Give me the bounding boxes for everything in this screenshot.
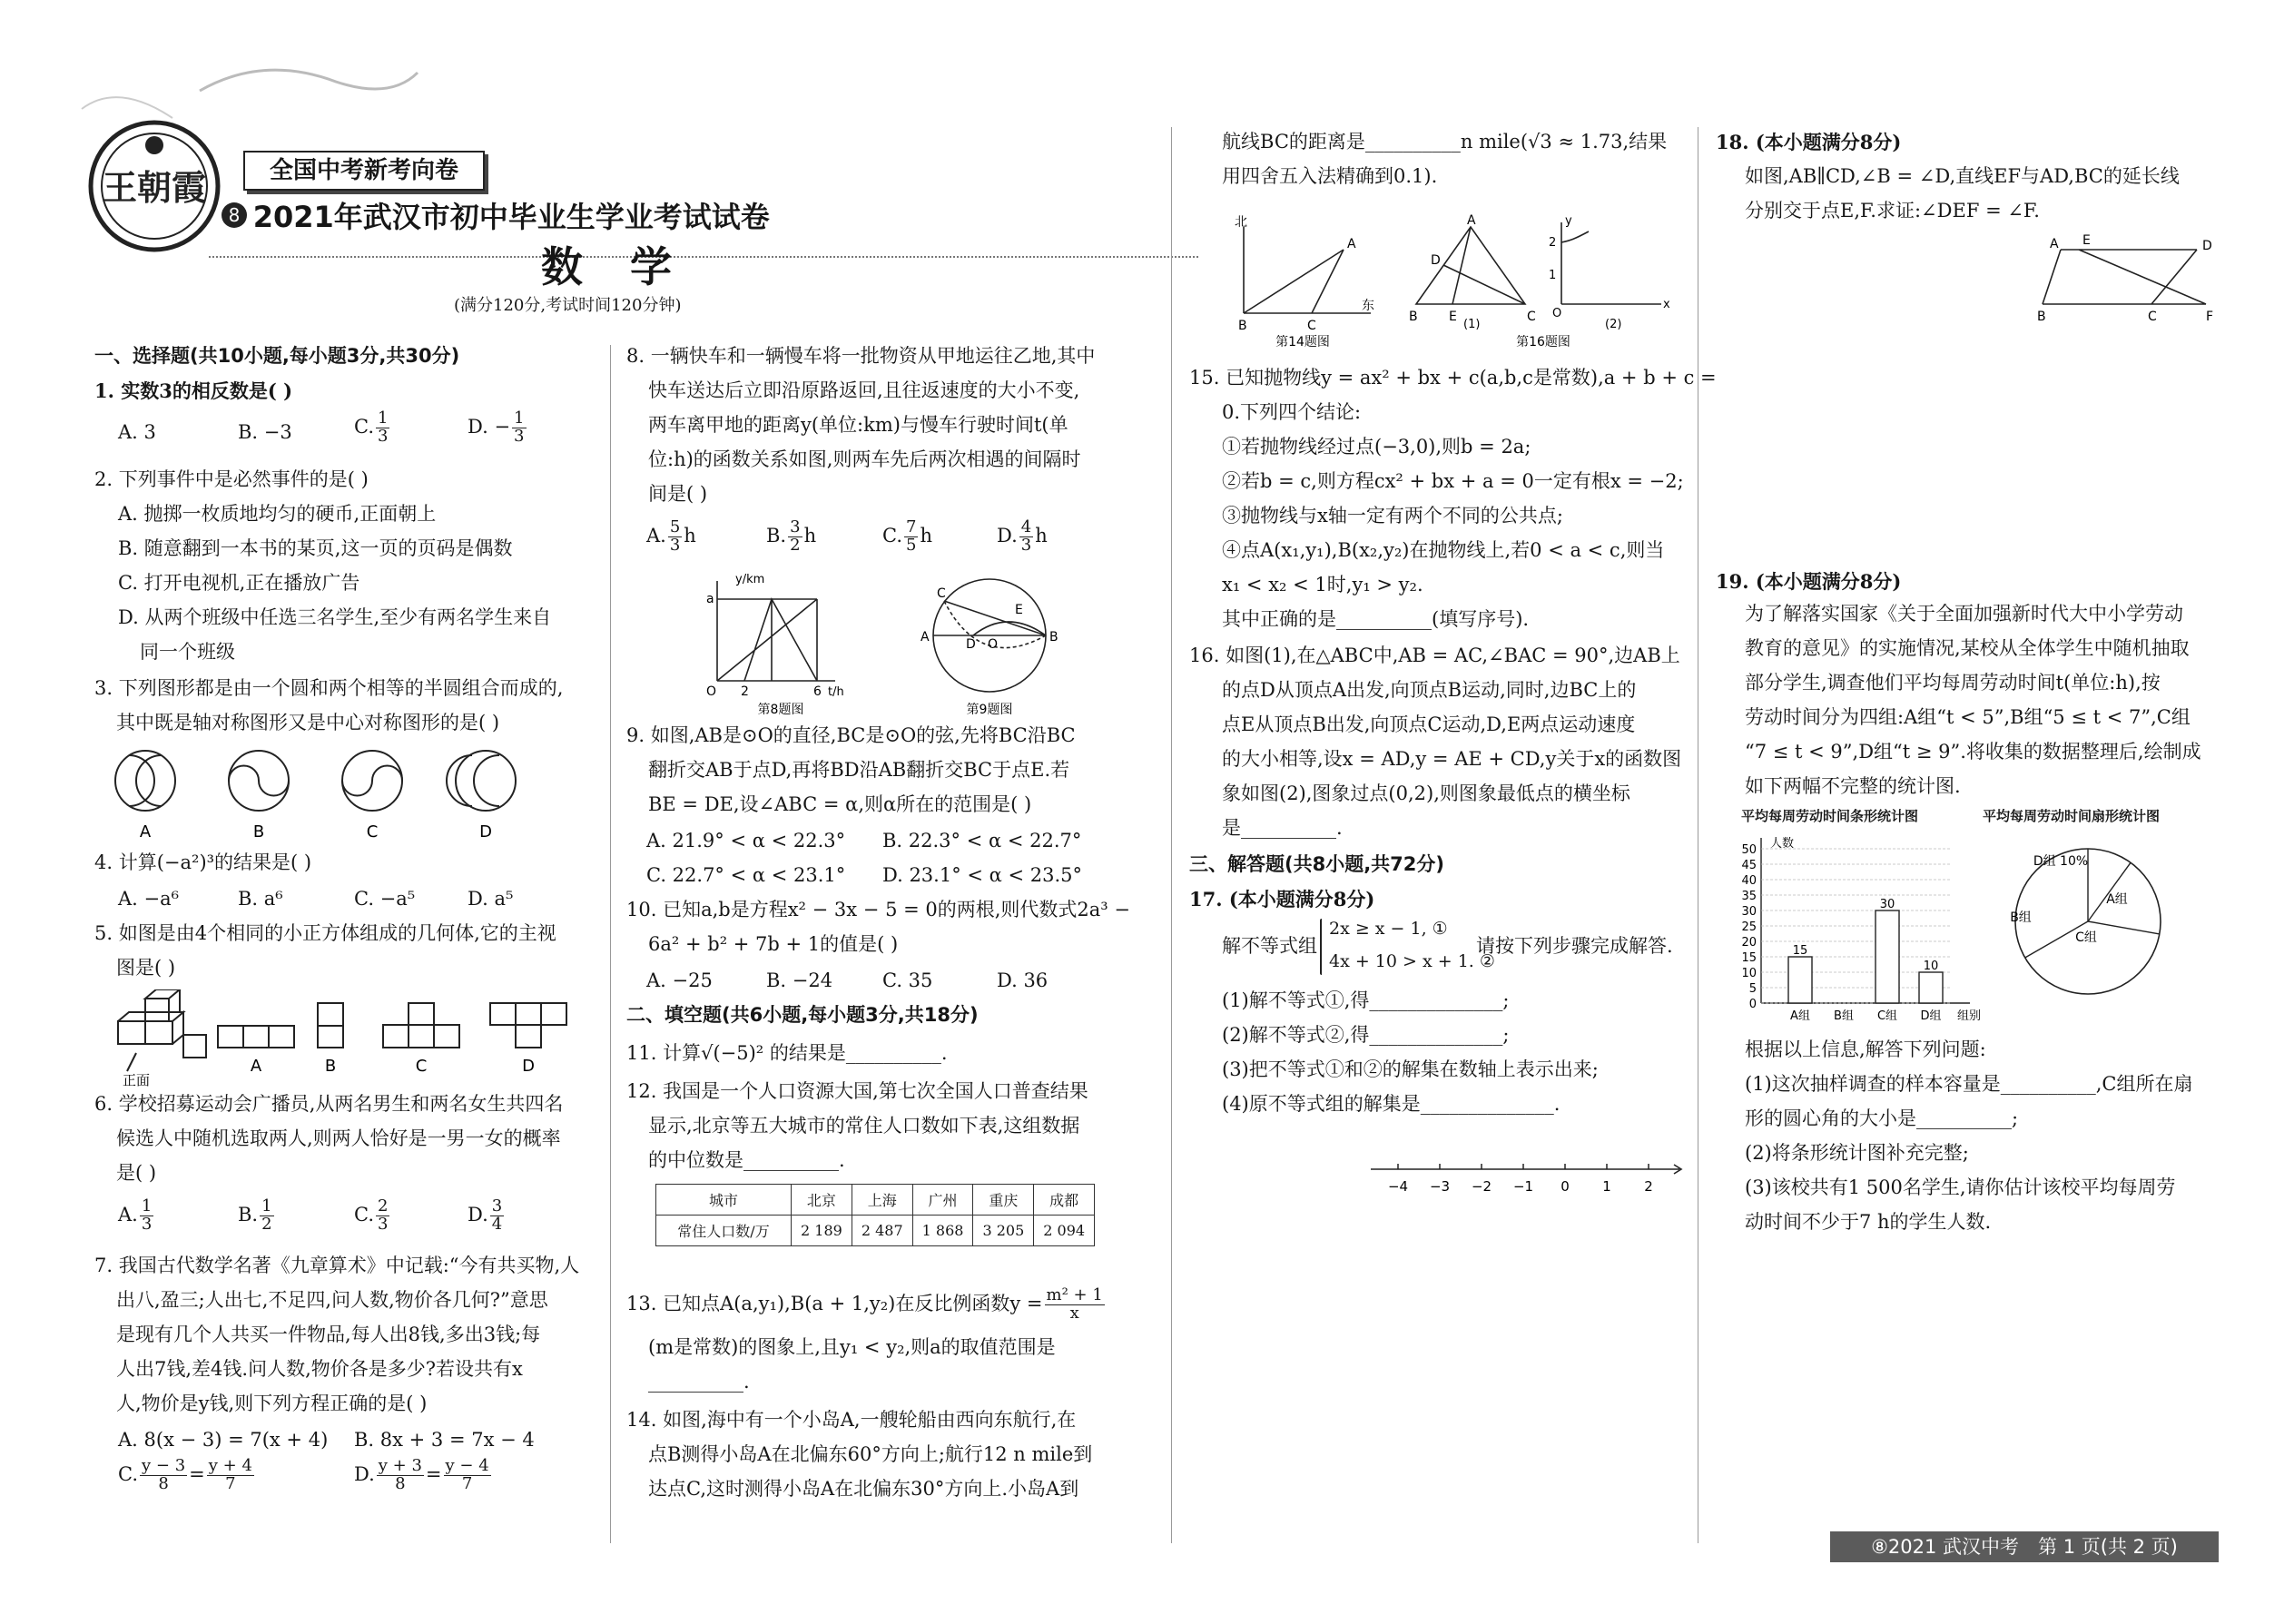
q4-b: B. a⁶ <box>238 888 283 910</box>
table-cell: 重庆 <box>973 1185 1034 1216</box>
q5-label-d: D <box>522 1057 535 1076</box>
fig16-d: D <box>1431 253 1441 268</box>
q12-line1: 12. 我国是一个人口资源大国,第七次全国人口普查结果 <box>626 1080 1088 1102</box>
q10-b: B. −24 <box>766 969 833 991</box>
q3-label-d: D <box>479 822 492 842</box>
q18-c: C <box>2148 310 2157 322</box>
table-cell: 成都 <box>1034 1185 1095 1216</box>
fig16-sub1: (1) <box>1463 318 1481 331</box>
bar-tick-label: 20 <box>1741 936 1757 950</box>
bar-ylabel: 人数 <box>1770 837 1795 851</box>
table-cell: 城市 <box>656 1185 792 1216</box>
bar-data-label: 10 <box>1923 960 1939 973</box>
fig8-ylabel: y/km <box>735 573 765 586</box>
bar-chart-title: 平均每周劳动时间条形统计图 <box>1741 808 1919 824</box>
q5-label-b: B <box>324 1057 337 1076</box>
fig16-diagram <box>1398 213 1679 349</box>
fig16-a: A <box>1467 213 1476 228</box>
number-line-label: −3 <box>1429 1178 1451 1195</box>
q17-intro: 解不等式组 <box>1222 935 1317 957</box>
fig9-caption: 第9题图 <box>966 703 1013 717</box>
q8-line1: 8. 一辆快车和一辆慢车将一批物资从甲地运往乙地,其中 <box>626 345 1096 367</box>
table-row <box>656 1216 1095 1246</box>
bar-data-label: 30 <box>1879 898 1895 911</box>
q16-line3: 点E从顶点B出发,向顶点C运动,D,E两点运动速度 <box>1222 714 1636 735</box>
q4-a: A. −a⁶ <box>118 888 180 910</box>
q12-population-table <box>655 1184 1095 1246</box>
pie-slice-label: B组 <box>2010 910 2032 925</box>
pie-chart-title: 平均每周劳动时间扇形统计图 <box>1983 808 2161 824</box>
fig16-caption: 第16题图 <box>1516 335 1570 349</box>
q7-line5: 人,物价是y钱,则下列方程正确的是( ) <box>116 1393 428 1414</box>
table-cell: 2 487 <box>852 1216 912 1246</box>
number-line-label: −1 <box>1512 1178 1534 1195</box>
q18-figure <box>2024 231 2224 322</box>
q19-ask: 根据以上信息,解答下列问题: <box>1745 1038 1986 1060</box>
fig14-caption: 第14题图 <box>1275 335 1330 349</box>
paper-number: 8 <box>222 202 247 228</box>
q17-intro-end: 请按下列步骤完成解答. <box>1476 935 1673 957</box>
q17-step4: (4)原不等式组的解集是______________. <box>1222 1093 1561 1115</box>
q1-a: A. 3 <box>118 421 156 443</box>
fig9-d: D <box>966 637 976 652</box>
q8-d: D. $\frac{4}{3}$ h <box>997 517 1048 555</box>
q2-a: A. 抛掷一枚质地均匀的硬币,正面朝上 <box>118 503 437 525</box>
fig16-e: E <box>1449 310 1457 324</box>
fig9-o: O <box>988 637 999 652</box>
table-cell: 上海 <box>852 1185 912 1216</box>
q16-line1: 16. 如图(1),在△ABC中,AB = AC,∠BAC = 90°,边AB上 <box>1189 645 1680 666</box>
bar-tick-label: 15 <box>1741 951 1757 965</box>
table-header-row <box>656 1185 1095 1216</box>
fig14-diagram <box>1226 213 1380 349</box>
q9-b: B. 22.3° < α < 22.7° <box>882 830 1082 851</box>
q15-line7: x₁ < x₂ < 1时,y₁ > y₂. <box>1222 574 1423 595</box>
q17-step3: (3)把不等式①和②的解集在数轴上表示出来; <box>1222 1058 1599 1080</box>
q15-line4: ②若b = c,则方程cx² + bx + a = 0一定有根x = −2; <box>1222 470 1684 492</box>
bar-tick-label: 30 <box>1741 905 1757 919</box>
q9-a: A. 21.9° < α < 22.3° <box>646 830 846 851</box>
q9-line1: 9. 如图,AB是⊙O的直径,BC是⊙O的弦,先将BC沿BC <box>626 724 1076 746</box>
q15-line6: ④点A(x₁,y₁),B(x₂,y₂)在抛物线上,若0 < a < c,则当 <box>1222 539 1665 561</box>
q7-line2: 出八,盈三;人出七,不足四,问人数,物价各几何?”意思 <box>116 1289 548 1311</box>
pie-slice-label: C组 <box>2075 930 2097 945</box>
q3-label-b: B <box>252 822 265 842</box>
q17-title: 17. (本小题满分8分) <box>1189 888 1375 910</box>
fig16-y: y <box>1565 214 1572 228</box>
q16-line4: 的大小相等,设x = AD,y = AE + CD,y关于x的函数图 <box>1222 748 1682 770</box>
q19-line6: 如下两幅不完整的统计图. <box>1745 775 1961 797</box>
q8-line3: 两车离甲地的距离y(单位:km)与慢车行驶时间t(单 <box>648 414 1068 436</box>
q17-step2: (2)解不等式②,得______________; <box>1222 1024 1510 1046</box>
q18-a: A <box>2050 237 2059 251</box>
fig14-east: 东 <box>1362 299 1374 313</box>
q7-line1: 7. 我国古代数学名著《九章算术》中记载:“今有共买物,人 <box>94 1255 580 1276</box>
q19-line1: 为了解落实国家《关于全面加强新时代大中小学劳动 <box>1745 603 2183 625</box>
table-cell: 广州 <box>912 1185 973 1216</box>
q5-line2: 图是( ) <box>116 957 176 979</box>
number-line-label: 1 <box>1602 1178 1611 1195</box>
q6-line1: 6. 学校招募运动会广播员,从两名男生和两名女生共四名 <box>94 1093 564 1115</box>
q7-c: C. $\frac{y - 3}{8}$ = $\frac{y + 4}{7}$ <box>118 1456 252 1493</box>
q1-b: B. −3 <box>238 421 292 443</box>
q7-b: B. 8x + 3 = 7x − 4 <box>354 1429 535 1451</box>
q1-d: D. − $\frac{1}{3}$ <box>468 408 525 446</box>
q18-f: F <box>2206 310 2214 322</box>
exam-title: 2021年武汉市初中毕业生学业考试试卷 <box>252 200 770 234</box>
q3-figures <box>109 744 527 844</box>
q18-line1: 如图,AB∥CD,∠B = ∠D,直线EF与AD,BC的延长线 <box>1745 165 2180 187</box>
q10-line2: 6a² + b² + 7b + 1的值是( ) <box>648 933 899 955</box>
bar-chart <box>1725 831 1997 1030</box>
fig8-caption: 第8题图 <box>757 703 804 717</box>
fig9-circle <box>908 572 1071 717</box>
number-line-label: 2 <box>1644 1178 1653 1195</box>
q19-line5: “7 ≤ t < 9”,D组“t ≥ 9”.将收集的数据整理后,绘制成 <box>1745 741 2201 763</box>
fig16-b: B <box>1409 310 1418 324</box>
number-line-label: −4 <box>1387 1178 1409 1195</box>
table-cell: 2 094 <box>1034 1216 1095 1246</box>
header-rule <box>209 256 1198 258</box>
q9-line3: BE = DE,设∠ABC = α,则α所在的范围是( ) <box>648 793 1032 815</box>
q19-part3: (3)该校共有1 500名学生,请你估计该校平均每周劳 <box>1745 1176 2176 1198</box>
table-cell: 常住人口数/万 <box>656 1216 792 1246</box>
bar-data-label: 15 <box>1792 944 1808 958</box>
q6-c: C. $\frac{2}{3}$ <box>354 1196 389 1234</box>
q18-title: 18. (本小题满分8分) <box>1716 131 1902 153</box>
page-footer: ⑧2021 武汉中考 第 1 页(共 2 页) <box>1830 1531 2219 1562</box>
section-fill: 二、填空题(共6小题,每小题3分,共18分) <box>626 1004 979 1026</box>
pie-chart <box>1997 831 2224 1012</box>
fig16-x: x <box>1663 298 1670 311</box>
bar-tick-label: 35 <box>1741 890 1757 903</box>
q14-line1: 14. 如图,海中有一个小岛A,一艘轮船由西向东航行,在 <box>626 1409 1077 1431</box>
q2-d: D. 从两个班级中任选三名学生,至少有两名学生来自 <box>118 606 552 628</box>
q15-line5: ③抛物线与x轴一定有两个不同的公共点; <box>1222 505 1563 527</box>
q8-line4: 位:h)的函数关系如图,则两车先后两次相遇的间隔时 <box>648 448 1081 470</box>
q6-a: A. $\frac{1}{3}$ <box>118 1196 153 1234</box>
q8-line2: 快车送达后立即沿原路返回,且往返速度的大小不变, <box>648 379 1080 401</box>
fig14-b: B <box>1238 319 1247 333</box>
q12-line3: 的中位数是__________. <box>648 1149 845 1171</box>
q14-line4: 航线BC的距离是__________n mile(√3 ≈ 1.73,结果 <box>1222 131 1668 153</box>
q15-line8: 其中正确的是__________(填写序号). <box>1222 608 1530 630</box>
q4-stem: 4. 计算(−a²)³的结果是( ) <box>94 851 312 873</box>
q17-brace <box>1320 919 1322 975</box>
q15-line2: 0.下列四个结论: <box>1222 401 1362 423</box>
q7-a: A. 8(x − 3) = 7(x + 4) <box>118 1429 329 1451</box>
q3-label-a: A <box>139 822 152 842</box>
q13-line3: __________. <box>648 1371 750 1393</box>
q6-d: D. $\frac{3}{4}$ <box>468 1196 503 1234</box>
q9-line2: 翻折交AB于点D,再将BD沿AB翻折交BC于点E.若 <box>648 759 1070 781</box>
brand-logo-text: 王朝霞 <box>102 168 207 208</box>
q14-line2: 点B测得小岛A在北偏东60°方向上;航行12 n mile到 <box>648 1443 1093 1465</box>
q10-d: D. 36 <box>997 969 1049 991</box>
section-answer: 三、解答题(共8小题,共72分) <box>1189 853 1445 875</box>
table-cell: 北京 <box>792 1185 852 1216</box>
q18-b: B <box>2037 310 2046 322</box>
q8-c: C. $\frac{7}{5}$ h <box>882 517 932 555</box>
pie-slice-label: A组 <box>2106 892 2128 907</box>
bar-tick-label: 0 <box>1748 998 1757 1011</box>
fig8-t2: 2 <box>741 684 749 699</box>
fig9-c: C <box>937 586 946 601</box>
table-cell: 2 189 <box>792 1216 852 1246</box>
q19-title: 19. (本小题满分8分) <box>1716 570 1902 593</box>
q2-b: B. 随意翻到一本书的某页,这一页的页码是偶数 <box>118 537 513 559</box>
q19-line2: 教育的意见》的实施情况,某校从全体学生中随机抽取 <box>1745 637 2190 659</box>
q19-part3-cont: 动时间不少于7 h的学生人数. <box>1745 1211 1992 1233</box>
q16-line6: 是__________. <box>1222 817 1343 839</box>
series-badge: 全国中考新考向卷 <box>243 151 485 191</box>
fig16-t2: 2 <box>1549 236 1557 250</box>
fig16-t1: 1 <box>1549 269 1557 282</box>
q7-line4: 人出7钱,差4钱.问人数,物价各是多少?若设共有x <box>116 1358 523 1380</box>
q14-line3: 达点C,这时测得小岛A在北偏东30°方向上.小岛A到 <box>648 1478 1079 1500</box>
q1-c: C. $\frac{1}{3}$ <box>354 408 389 446</box>
fig8-graph <box>699 572 862 717</box>
q2-d-cont: 同一个班级 <box>140 641 235 663</box>
pie-slice-label: D组 10% <box>2033 854 2089 869</box>
q19-part2: (2)将条形统计图补充完整; <box>1745 1142 1969 1164</box>
bar-tick-label: 50 <box>1741 843 1757 857</box>
q2-c: C. 打开电视机,正在播放广告 <box>118 572 360 594</box>
q1-stem: 1. 实数3的相反数是( ) <box>94 379 293 402</box>
fig14-a: A <box>1347 237 1356 251</box>
table-cell: 3 205 <box>973 1216 1034 1246</box>
q13-line1: 13. 已知点A(a,y₁),B(a + 1,y₂)在反比例函数y = $\frac{\text{m² + 1}}{x}$ <box>626 1285 1103 1323</box>
fig16-sub2: (2) <box>1605 318 1622 331</box>
fig8-a: a <box>706 592 714 606</box>
q6-line2: 候选人中随机选取两人,则两人恰好是一男一女的概率 <box>116 1127 561 1149</box>
exam-note: (满分120分,考试时间120分钟) <box>454 296 682 315</box>
table-cell: 1 868 <box>912 1216 973 1246</box>
bar-category-label: D组 <box>1920 1009 1942 1023</box>
q3-line1: 3. 下列图形都是由一个圆和两个相等的半圆组合而成的, <box>94 677 564 699</box>
bar-D组 <box>1919 972 1943 1003</box>
fig9-b: B <box>1049 630 1058 645</box>
q6-line3: 是( ) <box>116 1162 157 1184</box>
bar-C组 <box>1876 910 1899 1003</box>
fig16-o: O <box>1552 307 1562 320</box>
fig8-t6: 6 <box>813 684 822 699</box>
q16-line5: 象如图(2),图象过点(0,2),则图象最低点的横坐标 <box>1222 782 1630 804</box>
q17-step1: (1)解不等式①,得______________; <box>1222 989 1510 1011</box>
bar-tick-label: 5 <box>1748 982 1757 996</box>
q19-part1-cont: 形的圆心角的大小是__________; <box>1745 1107 2019 1129</box>
q6-b: B. $\frac{1}{2}$ <box>238 1196 272 1234</box>
q8-b: B. $\frac{3}{2}$ h <box>766 517 817 555</box>
bar-tick-label: 25 <box>1741 920 1757 934</box>
bar-category-label: C组 <box>1876 1009 1898 1023</box>
column-divider-1 <box>610 345 611 1543</box>
q4-d: D. a⁵ <box>468 888 514 910</box>
q11-text: 11. 计算√(−5)² 的结果是__________. <box>626 1042 948 1064</box>
fig16-c: C <box>1527 310 1536 324</box>
bar-category-label: B组 <box>1834 1009 1854 1023</box>
q19-line4: 劳动时间分为四组:A组“t < 5”,B组“5 ≤ t < 7”,C组 <box>1745 706 2191 728</box>
fig8-tl: t/h <box>828 685 844 699</box>
q5-label-c: C <box>415 1057 428 1076</box>
bar-category-label: A组 <box>1790 1009 1810 1023</box>
q8-line5: 间是( ) <box>648 483 708 505</box>
q15-line3: ①若抛物线经过点(−3,0),则b = 2a; <box>1222 436 1531 458</box>
q9-c: C. 22.7° < α < 23.1° <box>646 864 846 886</box>
bar-tick-label: 40 <box>1741 874 1757 888</box>
q3-line2: 其中既是轴对称图形又是中心对称图形的是( ) <box>116 712 500 733</box>
subject-title: 数 学 <box>541 242 689 291</box>
q19-part1: (1)这次抽样调查的样本容量是__________,C组所在扇 <box>1745 1073 2193 1095</box>
q9-d: D. 23.1° < α < 23.5° <box>882 864 1083 886</box>
q18-line2: 分别交于点E,F.求证:∠DEF = ∠F. <box>1745 200 2040 221</box>
fig14-north: 北 <box>1235 215 1247 230</box>
q10-c: C. 35 <box>882 969 933 991</box>
q14-line5: 用四舍五入法精确到0.1). <box>1222 165 1438 187</box>
q5-label-a: A <box>250 1057 262 1076</box>
bar-A组 <box>1788 957 1812 1003</box>
section-choice: 一、选择题(共10小题,每小题3分,共30分) <box>94 345 460 367</box>
q18-e: E <box>2082 233 2091 248</box>
q15-line1: 15. 已知抛物线y = ax² + bx + c(a,b,c是常数),a + b + c = <box>1189 367 1717 389</box>
q5-figures <box>109 989 581 1089</box>
number-line-label: −2 <box>1471 1178 1492 1195</box>
q5-front-label: 正面 <box>122 1072 151 1088</box>
q7-line3: 是现有几个人共买一件物品,每人出8钱,多出3钱;每 <box>116 1324 541 1345</box>
bar-tick-label: 10 <box>1741 967 1757 980</box>
q18-d: D <box>2202 239 2212 253</box>
bar-xlabel: 组别 <box>1957 1009 1982 1023</box>
fig14-c: C <box>1307 319 1316 333</box>
bar-tick-label: 45 <box>1741 859 1757 872</box>
column-divider-2 <box>1171 127 1172 1543</box>
q17-number-line <box>1362 1155 1689 1209</box>
fig9-e: E <box>1015 603 1023 617</box>
q5-line1: 5. 如图是由4个相同的小正方体组成的几何体,它的主视 <box>94 922 556 944</box>
fig8-o: O <box>706 684 717 699</box>
q10-a: A. −25 <box>646 969 713 991</box>
q12-line2: 显示,北京等五大城市的常住人口数如下表,这组数据 <box>648 1115 1080 1137</box>
q2-stem: 2. 下列事件中是必然事件的是( ) <box>94 468 369 490</box>
q19-line3: 部分学生,调查他们平均每周劳动时间t(单位:h),按 <box>1745 672 2161 694</box>
fig9-a: A <box>921 630 930 645</box>
q17-ineq1: 2x ≥ x − 1, ① <box>1329 919 1448 939</box>
q17-ineq2: 4x + 10 > x + 1. ② <box>1329 951 1495 971</box>
q8-a: A. $\frac{5}{3}$ h <box>646 517 696 555</box>
q7-d: D. $\frac{y + 3}{8}$ = $\frac{y - 4}{7}$ <box>354 1456 489 1493</box>
number-line-label: 0 <box>1561 1178 1570 1195</box>
q16-line2: 的点D从顶点A出发,向顶点B运动,同时,边BC上的 <box>1222 679 1637 701</box>
q4-c: C. −a⁵ <box>354 888 416 910</box>
q3-label-c: C <box>366 822 379 842</box>
q13-line2: (m是常数)的图象上,且y₁ < y₂,则a的取值范围是 <box>648 1336 1056 1358</box>
q10-line1: 10. 已知a,b是方程x² − 3x − 5 = 0的两根,则代数式2a³ − <box>626 899 1130 920</box>
